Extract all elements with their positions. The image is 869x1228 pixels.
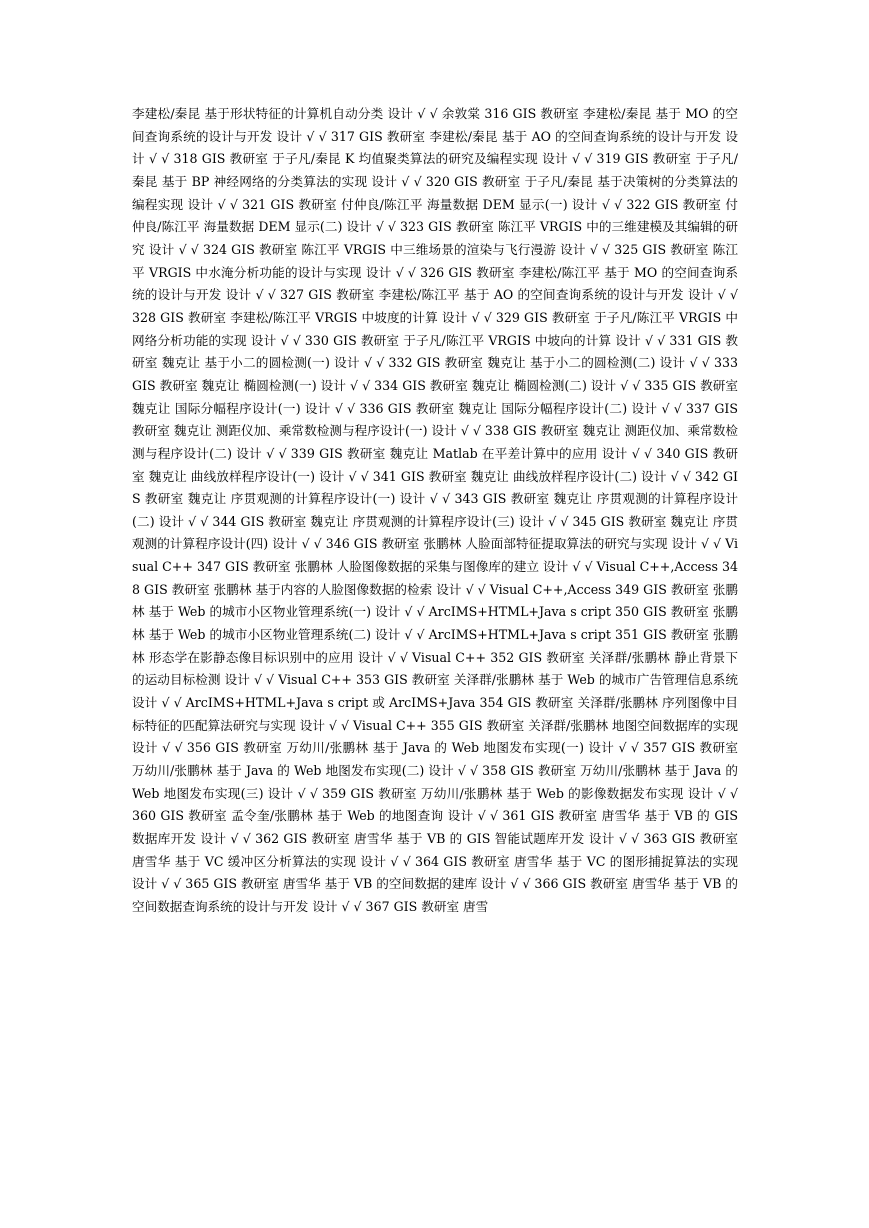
document-page (132, 103, 738, 919)
body-paragraph: 李建松/秦昆 基于形状特征的计算机自动分类 设计 √ √ 余敦棠 316 GIS 教研室 李建松/秦昆 基于 MO 的空间查询系统的设计与开发 设计 √ √ 317 GIS 教研室 李建松/秦昆 基于 AO 的空间查询系统的设计与开发 设计 √ √ 318 GIS 教研室 于子凡/秦昆 K 均值聚类算法的研究及编程实现 设计 √ √ 319 GIS 教研室 于子凡/秦昆 基于 BP 神经网络的分类算法的实现 设计 √ √ 320 GIS 教研室 于子凡/秦昆 基于决策树的分类算法的编程实现 设计 √ √ 321 GIS 教研室 付仲良/陈江平 海量数据 DEM 显示(一) 设计 √ √ 322 GIS 教研室 付仲良/陈江平 海量数据 DEM 显示(二) 设计 √ √ 323 GIS 教研室 陈江平 VRGIS 中的三维建模及其编辑的研究 设计 √ √ 324 GIS 教研室 陈江平 VRGIS 中三维场景的渲染与飞行漫游 设计 √ √ 325 GIS 教研室 陈江平 VRGIS 中水淹分析功能的设计与实现 设计 √ √ 326 GIS 教研室 李建松/陈江平 基于 MO 的空间查询系统的设计与开发 设计 √ √ 327 GIS 教研室 李建松/陈江平 基于 AO 的空间查询系统的设计与开发 设计 √ √ 328 GIS 教研室 李建松/陈江平 VRGIS 中坡度的计算 设计 √ √ 329 GIS 教研室 于子凡/陈江平 VRGIS 中网络分析功能的实现 设计 √ √ 330 GIS 教研室 于子凡/陈江平 VRGIS 中坡向的计算 设计 √ √ 331 GIS 教研室 魏克让 基于小二的圆检测(一) 设计 √ √ 332 GIS 教研室 魏克让 基于小二的圆检测(二) 设计 √ √ 333 GIS 教研室 魏克让 椭圆检测(一) 设计 √ √ 334 GIS 教研室 魏克让 椭圆检测(二) 设计 √ √ 335 GIS 教研室 魏克让 国际分幅程序设计(一) 设计 √ √ 336 GIS 教研室 魏克让 国际分幅程序设计(二) 设计 √ √ 337 GIS 教研室 魏克让 测距仪加、乘常数检测与程序设计(一) 设计 √ √ 338 GIS 教研室 魏克让 测距仪加、乘常数检测与程序设计(二) 设计 √ √ 339 GIS 教研室 魏克让 Matlab 在平差计算中的应用 设计 √ √ 340 GIS 教研室 魏克让 曲线放样程序设计(一) 设计 √ √ 341 GIS 教研室 魏克让 曲线放样程序设计(二) 设计 √ √ 342 GIS 教研室 魏克让 序贯观测的计算程序设计(一) 设计 √ √ 343 GIS 教研室 魏克让 序贯观测的计算程序设计(二) 设计 √ √ 344 GIS 教研室 魏克让 序贯观测的计算程序设计(三) 设计 √ √ 345 GIS 教研室 魏克让 序贯观测的计算程序设计(四) 设计 √ √ 346 GIS 教研室 张鹏林 人脸面部特征提取算法的研究与实现 设计 √ √ Visual C++ 347 GIS 教研室 张鹏林 人脸图像数据的采集与图像库的建立 设计 √ √ Visual C++,Access 348 GIS 教研室 张鹏林 基于内容的人脸图像数据的检索 设计 √ √ Visual C++,Access 349 GIS 教研室 张鹏林 基于 Web 的城市小区物业管理系统(一) 设计 √ √ ArcIMS+HTML+Java s cript 350 GIS 教研室 张鹏林 基于 Web 的城市小区物业管理系统(二) 设计 √ √ ArcIMS+HTML+Java s cript 351 GIS 教研室 张鹏林 形态学在影静态像目标识别中的应用 设计 √ √ Visual C++ 352 GIS 教研室 关泽群/张鹏林 静止背景下的运动目标检测 设计 √ √ Visual C++ 353 GIS 教研室 关泽群/张鹏林 基于 Web 的城市广告管理信息系统 设计 √ √ ArcIMS+HTML+Java s cript 或 ArcIMS+Java 354 GIS 教研室 关泽群/张鹏林 序列图像中目标特征的匹配算法研究与实现 设计 √ √ Visual C++ 355 GIS 教研室 关泽群/张鹏林 地图空间数据库的实现 设计 √ √ 356 GIS 教研室 万幼川/张鹏林 基于 Java 的 Web 地图发布实现(一) 设计 √ √ 357 GIS 教研室 万幼川/张鹏林 基于 Java 的 Web 地图发布实现(二) 设计 √ √ 358 GIS 教研室 万幼川/张鹏林 基于 Java 的 Web 地图发布实现(三) 设计 √ √ 359 GIS 教研室 万幼川/张鹏林 基于 Web 的影像数据发布实现 设计 √ √ 360 GIS 教研室 孟令奎/张鹏林 基于 Web 的地图查询 设计 √ √ 361 GIS 教研室 唐雪华 基于 VB 的 GIS 数据库开发 设计 √ √ 362 GIS 教研室 唐雪华 基于 VB 的 GIS 智能试题库开发 设计 √ √ 363 GIS 教研室 唐雪华 基于 VC 缓冲区分析算法的实现 设计 √ √ 364 GIS 教研室 唐雪华 基于 VC 的图形捕捉算法的实现 设计 √ √ 365 GIS 教研室 唐雪华 基于 VB 的空间数据的建库 设计 √ √ 366 GIS 教研室 唐雪华 基于 VB 的空间数据查询系统的设计与开发 设计 √ √ 367 GIS 教研室 唐雪 (132, 106, 738, 914)
